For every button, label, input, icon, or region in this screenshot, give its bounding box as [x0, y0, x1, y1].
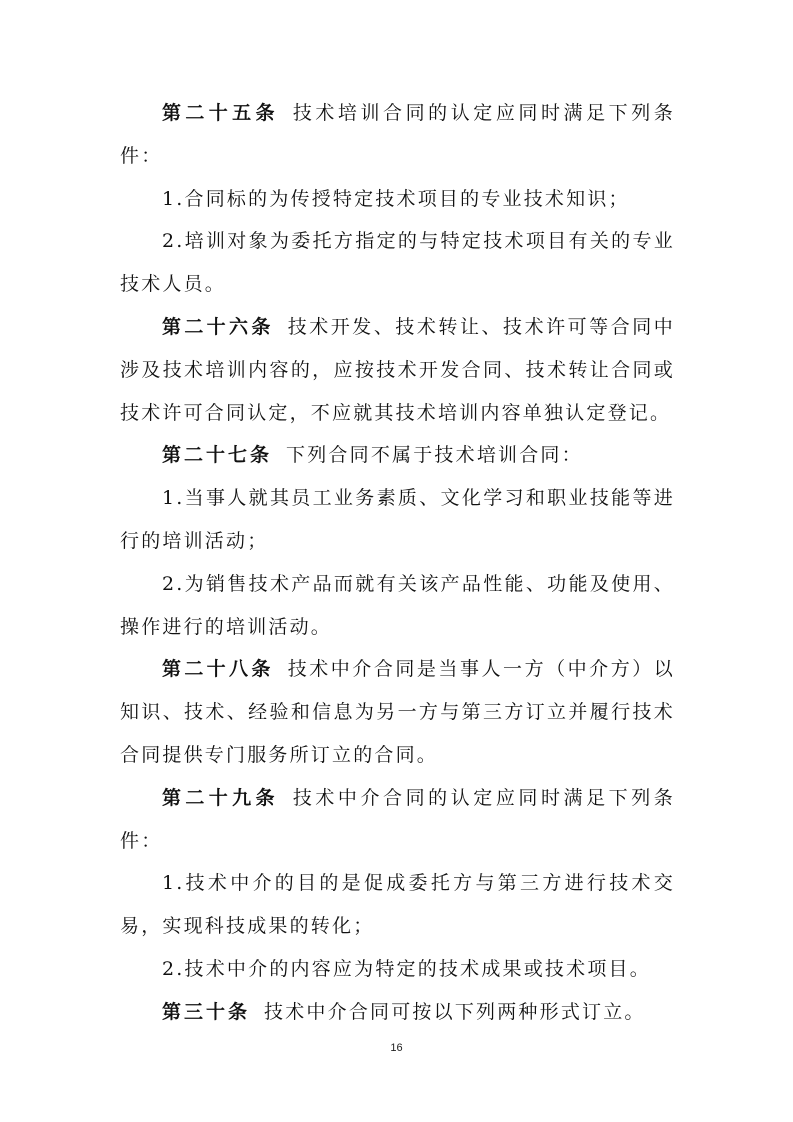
article-29-paragraph: [120, 777, 675, 863]
paragraph-text: 下列合同不属于技术培训合同：: [286, 444, 583, 467]
paragraph-text: 1.合同标的为传授特定技术项目的专业技术知识；: [162, 187, 630, 210]
paragraph-text: 1.技术中介的目的是促成委托方与第三方进行技术交易，实现科技成果的转化；: [120, 872, 675, 938]
article-heading: 第三十条: [162, 1000, 251, 1023]
article-heading: 第二十五条: [162, 102, 279, 124]
article-25-item-1: [120, 178, 675, 221]
article-heading: 第二十九条: [162, 786, 279, 809]
paragraph-text: 技术培训合同的认定应同时满足下列条件：: [120, 102, 675, 167]
article-heading: 第二十七条: [162, 444, 273, 467]
article-25-item-2: [120, 220, 675, 306]
article-29-item-2: [120, 948, 675, 991]
article-30-paragraph: [120, 991, 675, 1034]
document-body: [120, 92, 675, 1034]
paragraph-text: 技术中介合同是当事人一方（中介方）以知识、技术、经验和信息为另一方与第三方订立并履行技术合同提供专门服务所订立的合同。: [120, 658, 675, 766]
article-29-item-1: [120, 862, 675, 948]
paragraph-text: 2.培训对象为委托方指定的与特定技术项目有关的专业技术人员。: [120, 230, 675, 296]
paragraph-text: 1.当事人就其员工业务素质、文化学习和职业技能等进行的培训活动；: [120, 487, 675, 552]
article-heading: 第二十六条: [162, 315, 274, 338]
paragraph-text: 2.技术中介的内容应为特定的技术成果或技术项目。: [162, 957, 651, 980]
article-27-paragraph: [120, 434, 675, 477]
article-heading: 第二十八条: [162, 658, 274, 681]
article-27-item-2: [120, 563, 675, 649]
paragraph-text: 技术开发、技术转让、技术许可等合同中涉及技术培训内容的，应按技术开发合同、技术转让合同或技术许可合同认定，不应就其技术培训内容单独认定登记。: [120, 315, 675, 424]
article-26-paragraph: [120, 306, 675, 434]
article-27-item-1: [120, 477, 675, 563]
paragraph-text: 技术中介合同可按以下列两种形式订立。: [264, 1000, 646, 1023]
article-25-paragraph: [120, 92, 675, 178]
page-number: 16: [390, 1042, 403, 1054]
paragraph-text: 技术中介合同的认定应同时满足下列条件：: [120, 786, 675, 852]
paragraph-text: 2.为销售技术产品而就有关该产品性能、功能及使用、操作进行的培训活动。: [120, 572, 675, 638]
article-28-paragraph: [120, 648, 675, 776]
